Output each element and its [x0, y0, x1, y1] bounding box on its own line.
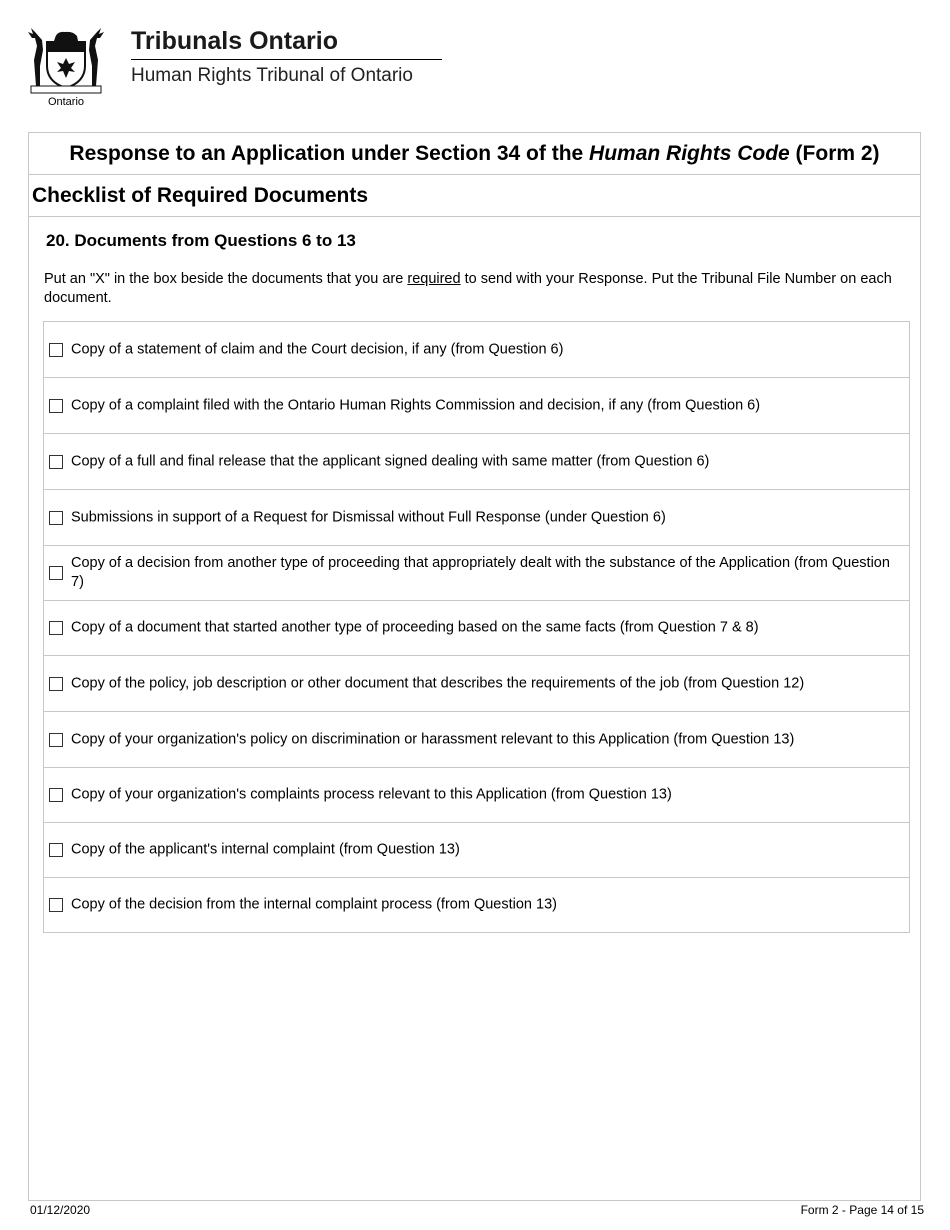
document-checkbox[interactable]	[49, 621, 63, 635]
checklist-item-label: Copy of a full and final release that the applicant signed dealing with same matter (from Question 6)	[71, 453, 710, 469]
form-page	[28, 132, 921, 1201]
question-heading: 20. Documents from Questions 6 to 13	[46, 231, 356, 250]
instructions-required: required	[407, 271, 461, 287]
checklist-row	[44, 434, 909, 490]
checklist-row	[44, 878, 909, 932]
instructions-text-start: Put an "X" in the box beside the documents that you are	[44, 271, 408, 287]
form-title-code-name: Human Rights Code	[589, 142, 790, 165]
checklist-item-label: Copy of a statement of claim and the Court decision, if any (from Question 6)	[71, 341, 564, 357]
form-title-suffix: (Form 2)	[789, 142, 880, 165]
logo-caption: Ontario	[47, 96, 85, 108]
document-checkbox[interactable]	[49, 566, 63, 580]
checklist-item-label: Submissions in support of a Request for Dismissal without Full Response (under Question 6)	[71, 509, 666, 525]
document-checkbox[interactable]	[49, 343, 63, 357]
form-title-prefix: Response to an Application under Section 34 of the	[69, 142, 590, 165]
document-checkbox[interactable]	[49, 455, 63, 469]
checklist-item-label: Copy of a decision from another type of proceeding that appropriately dealt with the substance of the Application (from Question 7)	[71, 555, 890, 590]
document-checkbox[interactable]	[49, 898, 63, 912]
document-checkbox[interactable]	[49, 677, 63, 691]
checklist-item-label: Copy of the decision from the internal complaint process (from Question 13)	[71, 896, 557, 913]
checklist-row	[44, 546, 909, 601]
checklist-item-label: Copy of your organization's complaints process relevant to this Application (from Question 13)	[71, 786, 672, 803]
document-checkbox[interactable]	[49, 399, 63, 413]
checklist-row	[44, 490, 909, 546]
checklist-item-label: Copy of the applicant's internal complaint (from Question 13)	[71, 841, 460, 858]
tribunal-name: Human Rights Tribunal of Ontario	[131, 65, 413, 86]
organization-name: Tribunals Ontario	[131, 27, 442, 60]
checklist-item-label: Copy of your organization's policy on discrimination or harassment relevant to this Application (from Question 13)	[71, 731, 795, 747]
organization-header	[131, 27, 442, 88]
checklist-item-label: Copy of the policy, job description or other document that describes the requirements of the job (from Question 12)	[71, 675, 805, 691]
document-checkbox[interactable]	[49, 733, 63, 747]
checklist-item-label: Copy of a document that started another type of proceeding based on the same facts (from Question 7 & 8)	[71, 619, 759, 636]
footer-date: 01/12/2020	[30, 1203, 91, 1217]
checklist-row	[44, 823, 909, 878]
document-checkbox[interactable]	[49, 788, 63, 802]
form-title	[29, 133, 920, 175]
document-checkbox[interactable]	[49, 843, 63, 857]
instructions	[44, 270, 910, 308]
instructions-text-end: to send with your Response. Put the Tribunal File Number on each document.	[44, 271, 892, 306]
checklist-row	[44, 768, 909, 823]
documents-checklist	[43, 321, 910, 933]
checklist-row	[44, 322, 909, 378]
checklist-row	[44, 656, 909, 712]
checklist-item-label: Copy of a complaint filed with the Ontario Human Rights Commission and decision, if any (from Question 6)	[71, 397, 761, 413]
section-title: Checklist of Required Documents	[29, 175, 920, 217]
checklist-row	[44, 712, 909, 768]
checklist-row	[44, 601, 909, 656]
checklist-row	[44, 378, 909, 434]
document-checkbox[interactable]	[49, 511, 63, 525]
footer-page-number: Form 2 - Page 14 of 15	[800, 1203, 924, 1217]
